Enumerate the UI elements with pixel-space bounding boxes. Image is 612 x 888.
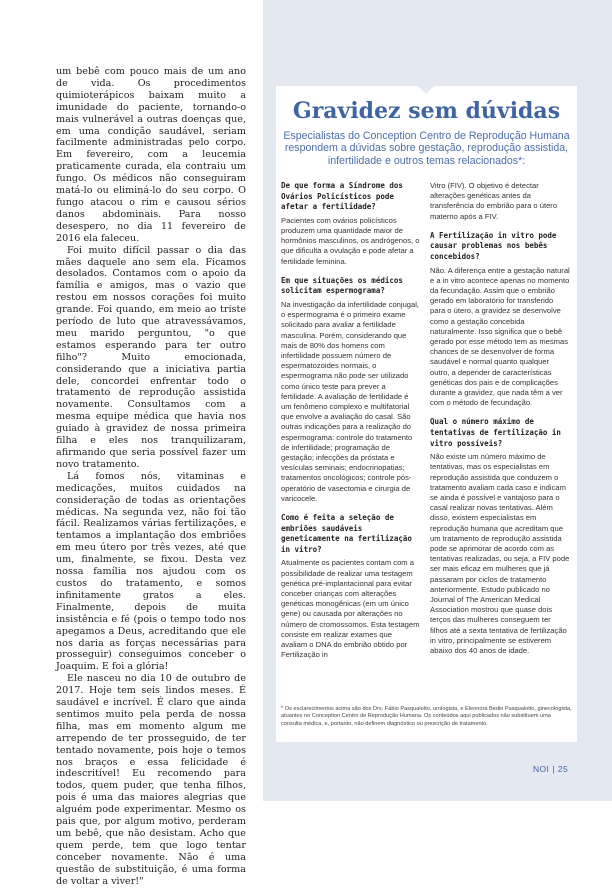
box-subtitle: Especialistas do Conception Centro de Reprodução Humana respondem a dúvidas sobre gestação, reprodução assistida, infertilidade e outros temas relacionados*: bbox=[283, 130, 570, 167]
magazine-name: NOI bbox=[533, 764, 550, 774]
answer: Na investigação da infertilidade conjugal, o espermograma é o primeiro exame solicitado para avaliar a fertilidade masculina. Porém, considerando que mais de 80% dos homens com infertilidade possuem número de espermatozoides normais, o espermograma não pode ser utilizado como único teste para prever a fertilidade. A avaliação de fertilidade é um fenômeno complexo e multifatorial que envolve a avaliação do casal. São outras indicações para a realização do espermograma: controle do tratamento de infertilidade; programação de gestação; infecções da próstata e vesículas seminais; endocrinopatias; tratamentos oncológicos; controle pós-operatório de vasectomia e cirurgia de varicocele. bbox=[281, 299, 420, 503]
page-footer bbox=[533, 764, 568, 774]
article-paragraph: um bebê com pouco mais de um ano de vida. Os procedimentos quimioterápicos baixam muito a imunidade do paciente, tornando-o mais vulnerável a outras doenças que, em uma condição saudável, seriam facilmente administradas pelo corpo. Em fevereiro, com a leucemia praticamente curada, ela contraiu um fungo. Os médicos não conseguiram matá-lo ou eliminá-lo do seu corpo. O fungo atacou o rim e causou sérios danos abdominais. Para nosso desespero, no dia 11 fevereiro de 2016 ela faleceu. bbox=[56, 66, 246, 244]
question: Em que situações os médicos solicitam espermograma? bbox=[281, 275, 403, 296]
box-footnote: * Os esclarecimentos acima são dos Drs. Fábio Pasqualotto, urologista, e Eleonora Bedin Pasqualotto, ginecologista, atuantes no Conception Centro de Reprodução Humana. Os conteúdos aqui publicados não substituem uma consulta médica, e, portanto, não definem diagnóstico ou prescrição de tratamento. bbox=[281, 706, 572, 727]
article-left-column bbox=[56, 66, 246, 888]
answer: Pacientes com ovários policísticos produzem uma quantidade maior de hormônios masculinos, os andrógenos, o que dificulta a ovulação e pode afetar a fertilidade feminina. bbox=[281, 215, 420, 266]
article-paragraph: Foi muito difícil passar o dia das mães daquele ano sem ela. Ficamos desolados. Contamos com o apoio da família e amigos, mas o vazio que restou em nossos corações foi muito grande. Foi quando, em meio ao triste período de luto que atravessávamos, meu marido perguntou, "o que estamos esperando para ter outro filho"? Muito emocionada, considerando que a iniciativa partia dele, concordei enfrentar todo o tratamento de reprodução assistida novamente. Consultamos com a mesma equipe médica que havia nos guiado à gravidez de nossa primeira filha e eles nos tranquilizaram, afirmando que seria possível fazer um novo tratamento. bbox=[56, 244, 246, 470]
box-pointer bbox=[418, 86, 434, 94]
question: A Fertilização in vitro pode causar problemas nos bebês concebidos? bbox=[430, 230, 557, 261]
article-paragraph: Lá fomos nós, vitaminas e medicações, muitos cuidados na consideração de todas as orientações médicas. Na segunda vez, não foi tão fácil. Realizamos várias fertilizações, e tentamos a implantação dos embriões em meu útero por três vezes, até que um, finalmente, se fixou. Desta vez nossa família nos ajudou com os custos do tratamento, e somos infinitamente gratos a eles. Finalmente, depois de muita insistência e fé (pois o tempo todo nos apegamos a Deus, acreditando que ele nos daria as forças necessárias para prosseguir) conseguimos conceber o Joaquim. E foi a glória! bbox=[56, 470, 246, 673]
answer: Atualmente os pacientes contam com a possibilidade de realizar uma testagem genética pré-implantacional para evitar conceber crianças com alterações genéticas monogênicas (em um único gene) ou causada por alterações no número de cromossomos. Esta testagem consiste em realizar exames que avaliam o DNA do embrião obtido por Fertilização in bbox=[281, 558, 420, 660]
page-number: 25 bbox=[557, 764, 569, 774]
answer: Não. A diferença entre a gestação natural e a in vitro acontece apenas no momento da fecundação. Assim que o embrião gerado em laboratório for transferido para o útero, a gravidez se desenvolve como a gestação concebida naturalmente. Isso significa que o bebê gerado por esse método tem as mesmas chances de se desenvolver de forma saudável e normal quanto qualquer outro, a depender de características genéticas dos pais e de complicações durante a gravidez, que nada têm a ver com o método de fecundação. bbox=[430, 265, 570, 408]
box-title: Gravidez sem dúvidas bbox=[292, 98, 561, 124]
footer-separator: | bbox=[552, 764, 555, 774]
question: Como é feita a seleção de embriões saudáveis geneticamente na fertilização in vitro? bbox=[281, 513, 412, 554]
answer: Vitro (FIV). O objetivo é detectar alterações genéticas antes da transferência do embrião para o útero materno após a FIV. bbox=[430, 181, 558, 221]
answer: Não existe um número máximo de tentativas, mas os especialistas em reprodução assistida que conduzem o tratamento avaliam cada caso e indicam se ainda é possível e vantajoso para o casal realizar novas tentativas. Além disso, existem especialistas em reprodução humana que acreditam que um tratamento de reprodução assistida pode se aprimorar de acordo com as tentativas realizadas, ou seja, a FIV pode ser mais eficaz em mulheres que já passaram por ciclos de tratamento anteriormente. Estudo publicado no Journal of The American Medical Association mostrou que quase dois terços das mulheres conseguem ter filhos até a sexta tentativa de fertilização in vitro, principalmente se estiverem abaixo dos 40 anos de idade. bbox=[430, 452, 570, 656]
qa-column-1 bbox=[281, 181, 420, 669]
qa-column-2 bbox=[430, 181, 570, 665]
question: Qual o número máximo de tentativas de fertilização in vitro possíveis? bbox=[430, 417, 561, 448]
article-paragraph: Ele nasceu no dia 10 de outubro de 2017. Hoje tem seis lindos meses. É saudável e incrível. É claro que ainda sentimos muito pela perda de nossa filha, mas em momento algum me arrependo de ter prosseguido, de ter tentado novamente, pois hoje o temos nos braços e essa felicidade é indescritível! Eu recomendo para todos, quem puder, que tenha filhos, pois é uma das maiores alegrias que alguém pode experimentar. Mesmo os pais que, por algum motivo, perderam um bebê, que não desistam. Acho que quem perde, tem que logo tentar conceber novamente. Não é uma questão de substituição, é uma forma de voltar a viver!" bbox=[56, 673, 246, 887]
question: De que forma a Síndrome dos Ovários Policísticos pode afetar a fertilidade? bbox=[281, 181, 403, 212]
